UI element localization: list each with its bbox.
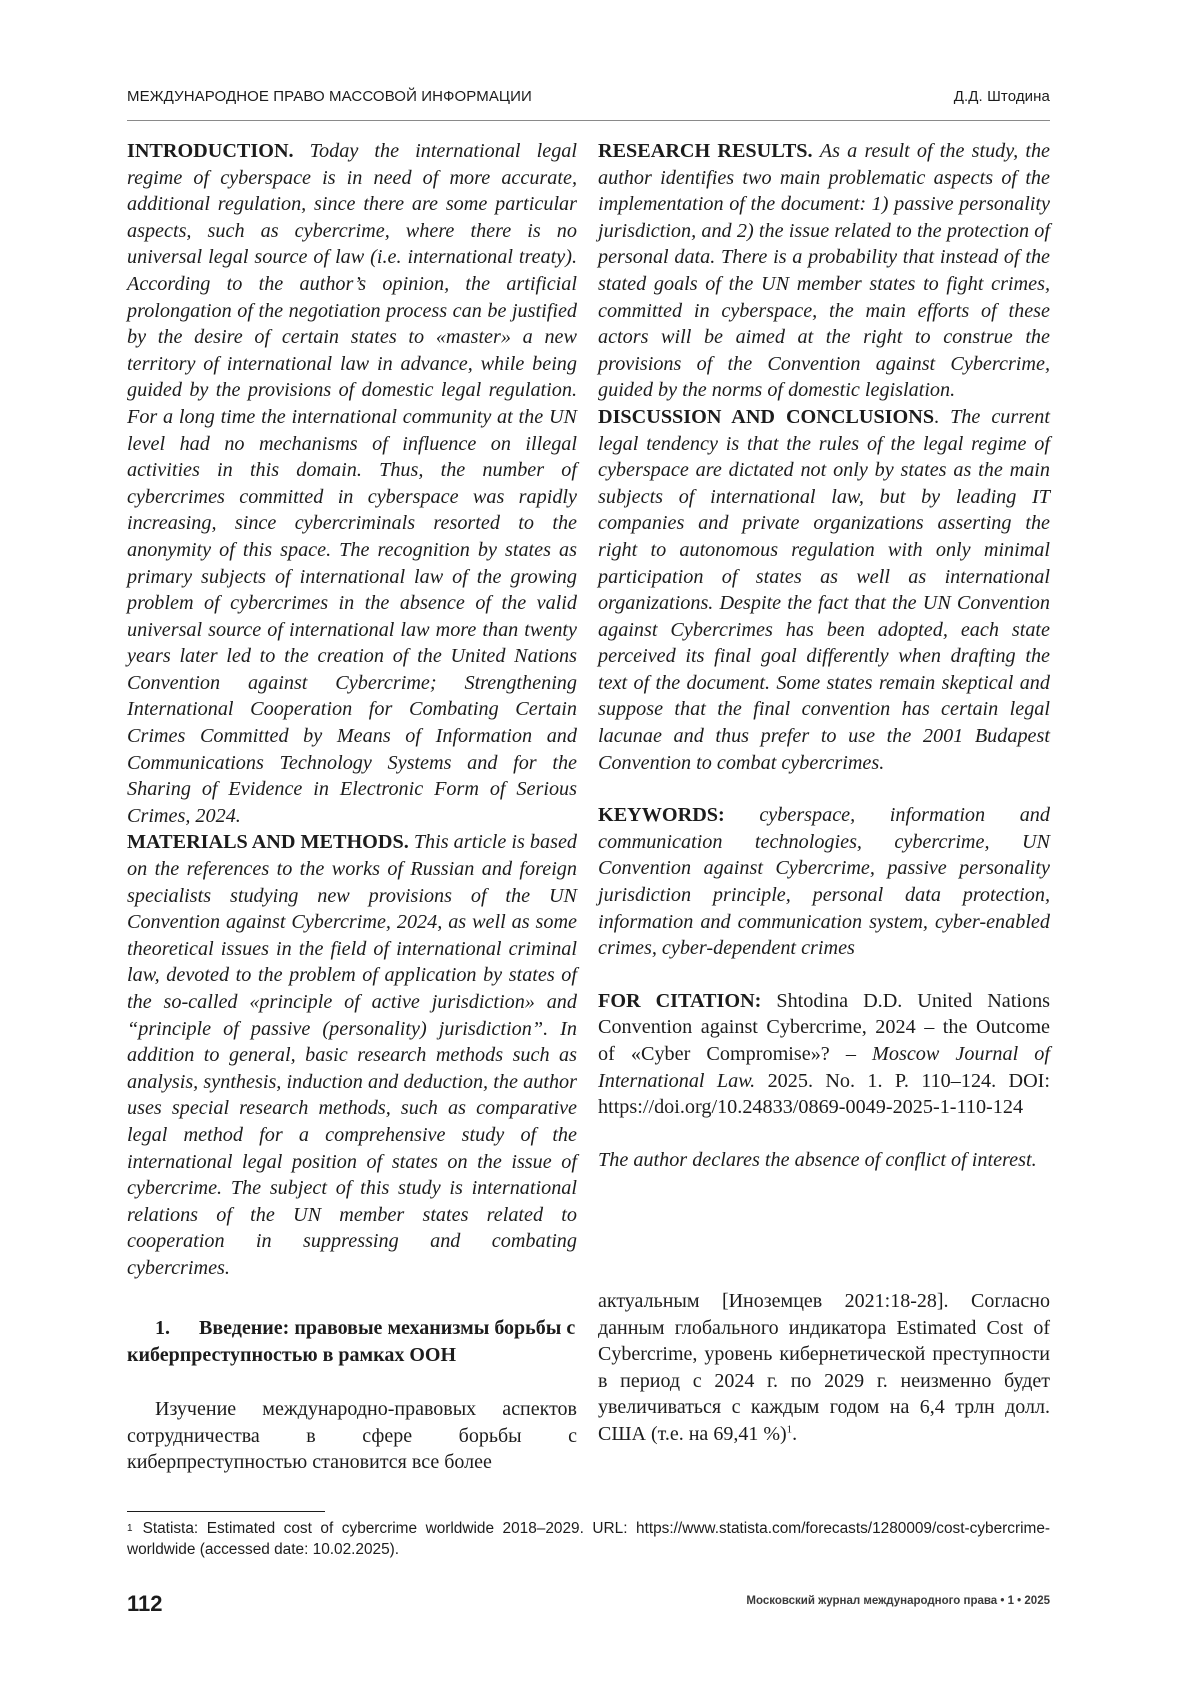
introduction-label: INTRODUCTION. [127,140,294,162]
footnote-number: 1 [127,1523,133,1534]
footnote-text: Statista: Estimated cost of cybercrime worldwide 2018–2029. URL: https://www.statista.com/forecasts/1280009/cost-cybercrime-worldwide (accessed date: 10.02.2025). [127,1520,1050,1558]
abstract-materials [127,829,577,1281]
abstract-citation [598,988,1050,1121]
abstract-discussion [598,404,1050,776]
results-text: As a result of the study, the author identifies two main problematic aspects of the implementation of the document: 1) passive personality jurisdiction, and 2) the issue related to the protection of personal data. There is a probability that instead of the stated goals of the UN member states to fight crimes, committed in cyberspace, the main efforts of these actors will be aimed at the right to construe the provisions of the Convention against Cybercrime, guided by the norms of domestic legislation. [598,140,1051,402]
citation-label: FOR CITATION: [598,989,762,1012]
introduction-text: Today the international legal regime of cyberspace is in need of more accurate, additional regulation, since there are some particular aspects, such as cybercrime, where there is no universal legal source of law (i.e. international treaty). According to the author’s opinion, the artificial prolongation of the negotiation process can be justified by the desire of certain states to «master» a new territory of international law in advance, while being guided by the provisions of domestic legal regulation. For a long time the international community at the UN level had no mechanisms of influence on illegal activities in this domain. Thus, the number of cybercrimes committed in cyberspace was rapidly increasing, since cybercriminals resorted to the anonymity of this space. The recognition by states as primary subjects of international law of the growing problem of cybercrimes in the absence of the valid universal source of international law more than twenty years later led to the creation of the United Nations Convention against Cybercrime; Strengthening International Cooperation for Combating Certain Crimes Committed by Means of Information and Communications Technology Systems and for the Sharing of Evidence in Electronic Form of Serious Crimes, 2024. [127,140,577,827]
abstract-introduction [127,138,577,829]
keywords-label: KEYWORDS: [598,804,725,827]
citation-text-before: Shtodina D.D. United Nations Convention against Cybercrime, 2024 – the Outcome of «Cyber Compromise»? – [598,989,1051,1065]
keywords-text: cyberspace, information and communication technologies, cybercrime, UN Convention against Cybercrime, passive personality jurisdiction principle, personal data protection, information and communication system, cyber-enabled crimes, cyber-dependent crimes [598,804,1050,960]
abstract-right-column [598,138,1050,1173]
header-section-title: МЕЖДУНАРОДНОЕ ПРАВО МАССОВОЙ ИНФОРМАЦИИ [127,88,532,105]
materials-label: MATERIALS AND METHODS. [127,831,409,854]
materials-text: This article is based on the references to the works of Russian and foreign specialists studying new provisions of the UN Convention against Cybercrime, 2024, as well as some theoretical issues in the field of international criminal law, devoted to the problem of application by states of the so-called «principle of active jurisdiction» and “principle of passive (personality) jurisdiction”. In addition to general, basic research methods such as analysis, synthesis, induction and deduction, the author uses special research methods, such as comparative legal method for a comprehensive study of the international legal position of states on the issue of cybercrime. The subject of this study is international relations of the UN member states related to cooperation in suppressing and combating cybercrimes. [127,831,578,1279]
citation-journal: Moscow Journal of International Law. [598,1043,1051,1092]
footnote-rule [127,1511,325,1512]
header-author: Д.Д. Штодина [953,88,1050,105]
body-paragraph-right-text: актуальным [Иноземцев 2021:18-28]. Согласно данным глобального индикатора Estimated Cost of Cybercrime, уровень кибернетической преступности в период с 2024 г. по 2029 г. неизменно будет увеличиваться с каждым годом на 6,4 трлн долл. США (т.е. на 69,41 %) [598,1290,1050,1445]
footnote-reference[interactable]: 1 [786,1422,793,1435]
body-paragraph-left: Изучение международно-правовых аспектов сотрудничества в сфере борьбы с киберпреступностью становится все более [127,1398,577,1473]
body-left-column [127,1315,577,1476]
section-title: Введение: правовые механизмы борьбы с киберпреступностью в рамках ООН [127,1317,576,1366]
body-paragraph-right-end: . [792,1422,798,1445]
header-rule [127,120,1050,121]
page-number: 112 [127,1591,163,1616]
discussion-label: DISCUSSION AND CONCLUSIONS [598,405,935,428]
running-header [127,88,1050,116]
discussion-punct: . [934,405,940,428]
abstract-results [598,138,1050,404]
abstract-keywords [598,802,1050,962]
footer-journal-title: Московский журнал международного права • 1 • 2025 [746,1595,1050,1607]
abstract-left-column [127,138,577,1282]
footnote [127,1518,1050,1560]
section-number: 1. [155,1317,170,1339]
section-heading [127,1315,577,1368]
body-paragraph-right [598,1288,1050,1447]
discussion-text: The current legal tendency is that the rules of the legal regime of cyberspace are dictated not only by states as the main subjects of international law, but by leading IT companies and private organizations asserting the right to autonomous regulation with only minimal participation of states as well as international organizations. Despite the fact that the UN Convention against Cybercrimes has been adopted, each state perceived its final goal differently when drafting the text of the document. Some states remain skeptical and suppose that the final convention has certain legal lacunae and thus prefer to use the 2001 Budapest Convention to combat cybercrimes. [598,405,1050,774]
citation-text-after: 2025. No. 1. P. 110–124. DOI: https://doi.org/10.24833/0869-0049-2025-1-110-124 [598,1069,1051,1119]
results-label: RESEARCH RESULTS. [598,140,813,162]
conflict-statement: The author declares the absence of conflict of interest. [598,1148,1037,1171]
body-right-column [598,1288,1050,1447]
